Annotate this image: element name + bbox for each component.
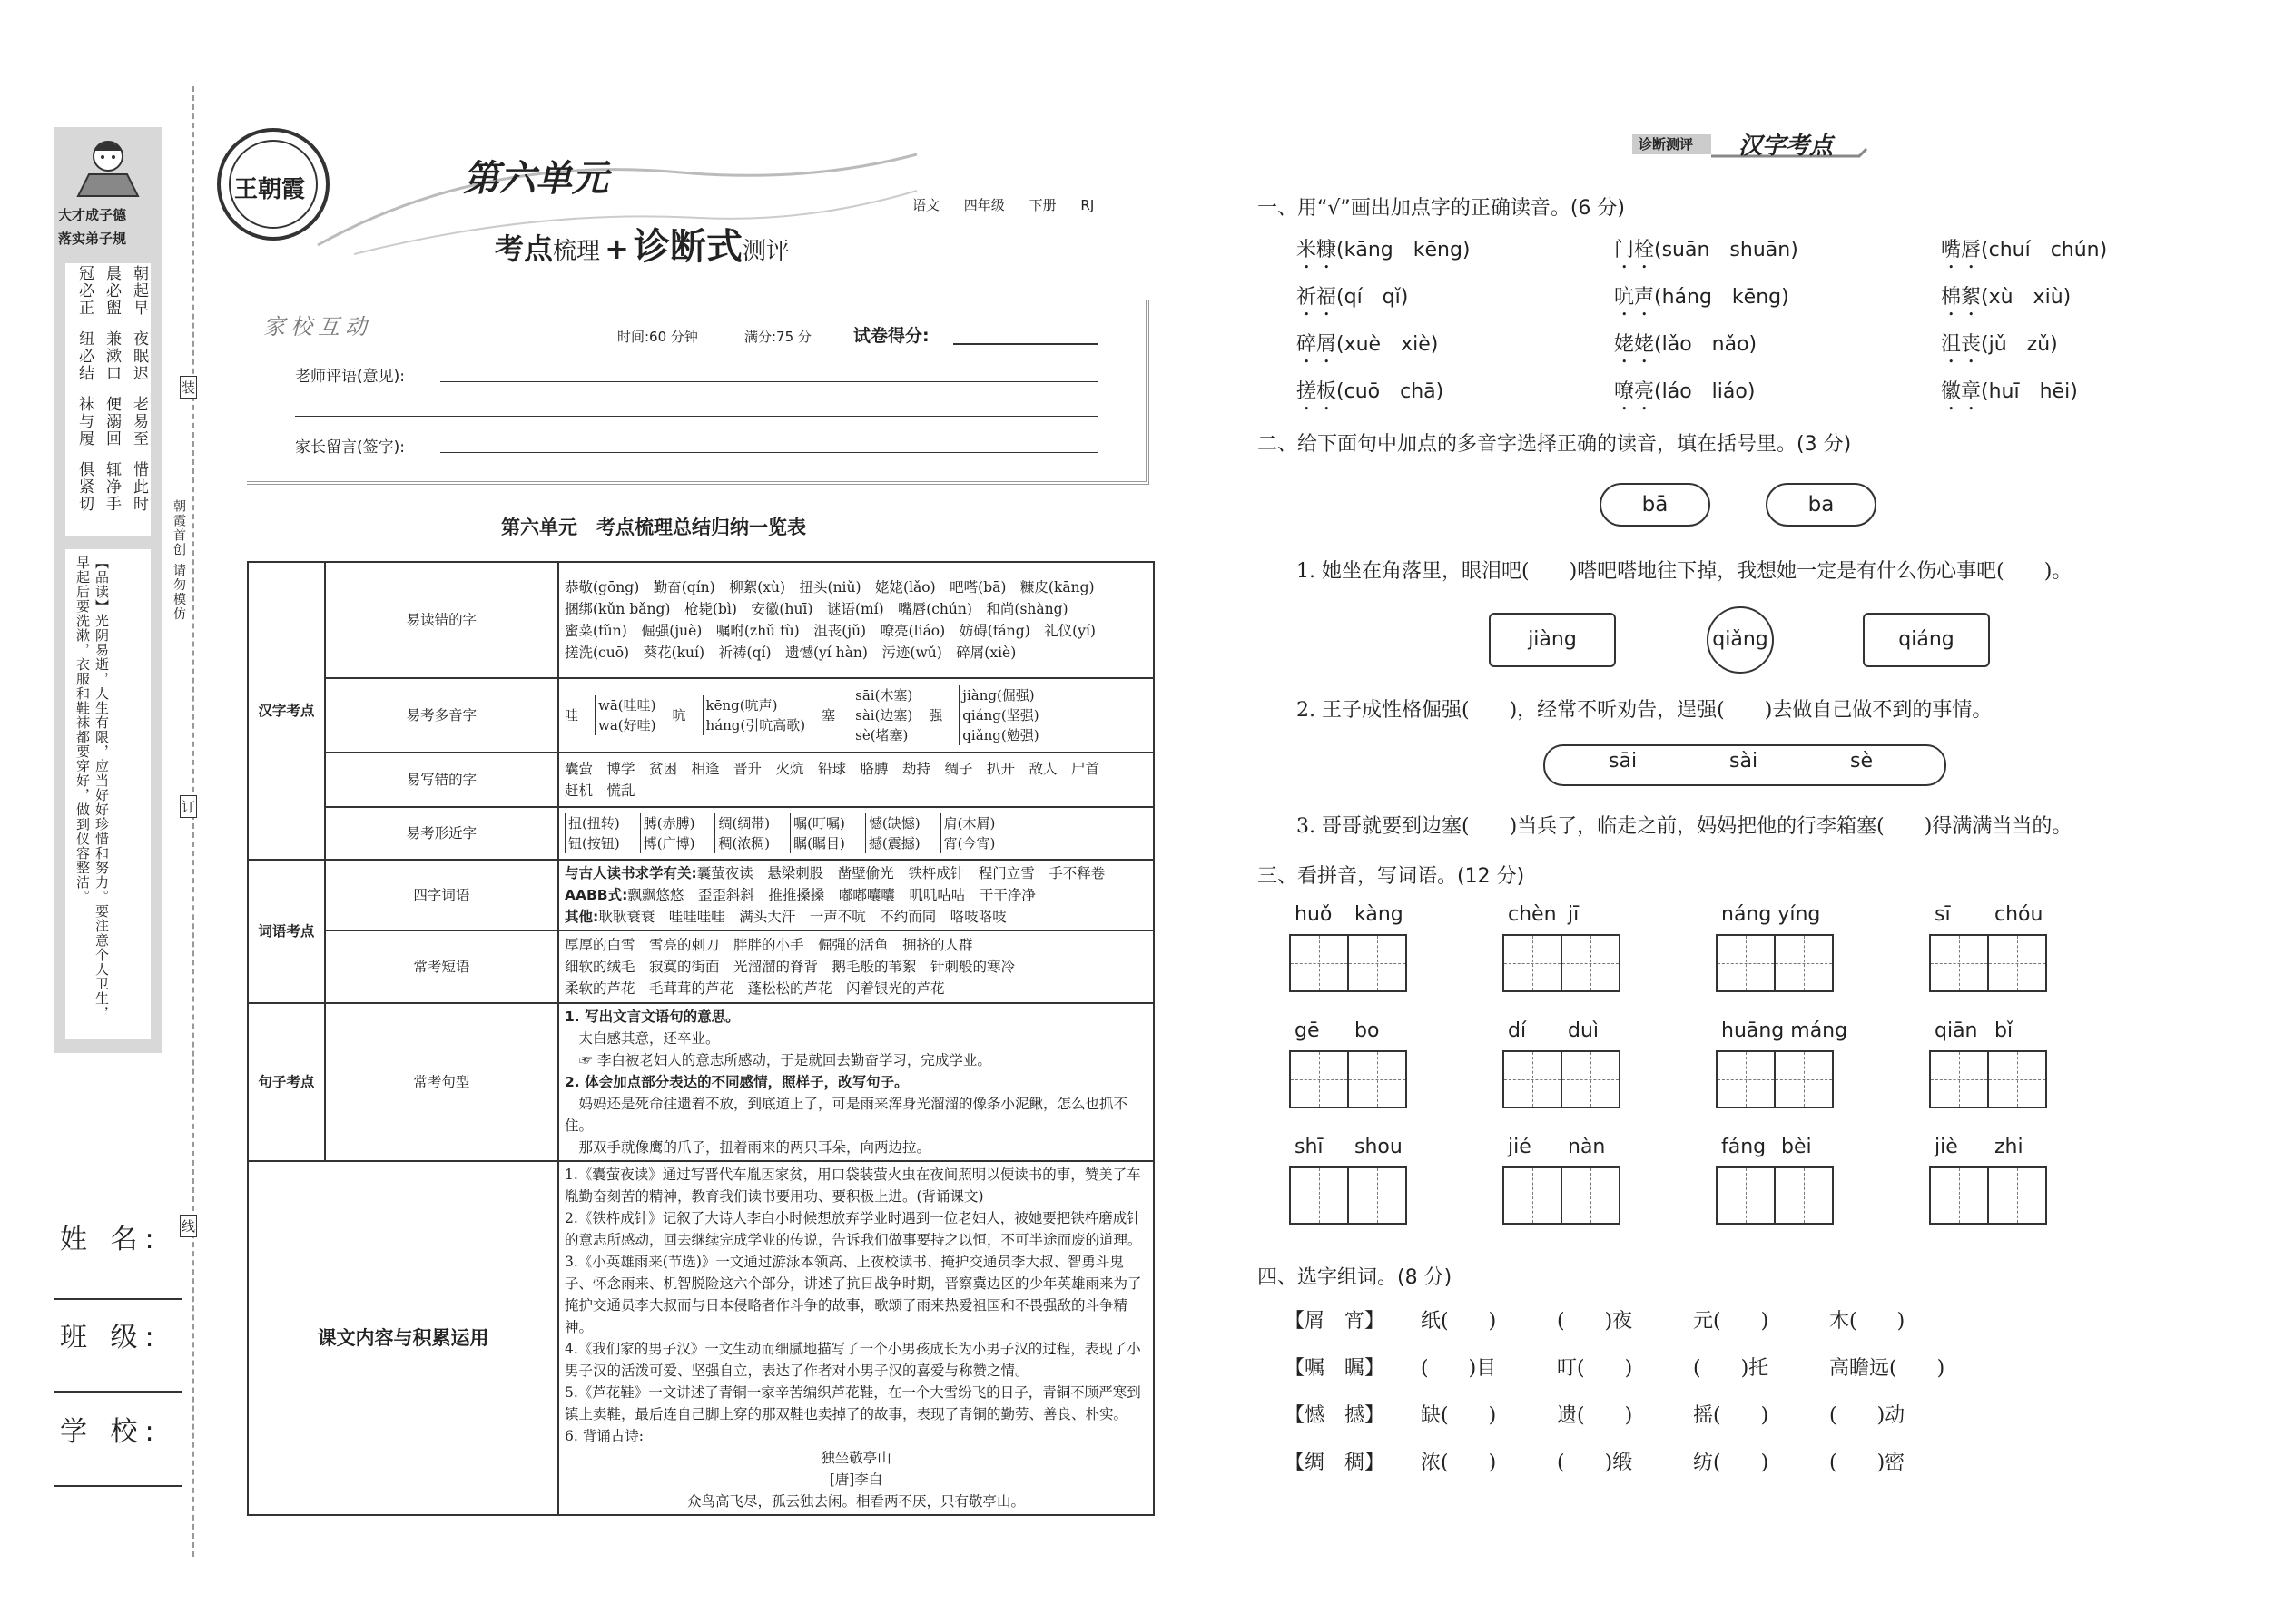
q3-pinyin: duì <box>1568 1019 1600 1042</box>
q1-word: 棉絮 <box>1941 286 1982 309</box>
q3-pinyin: náng yíng <box>1721 903 1821 926</box>
brand-logo-text: 王朝霞 <box>234 176 306 203</box>
sim-item: 肩(木屑) <box>943 815 996 832</box>
q3-pinyin: sī <box>1935 903 1951 926</box>
poly-item: wa(好哇) <box>598 717 656 733</box>
table-row <box>248 1003 1154 1161</box>
home-school-box <box>247 300 1149 485</box>
text-line: 太白感其意，还卒业。 <box>565 1030 720 1047</box>
q1-pinyin: (kāng kēng) <box>1336 239 1471 261</box>
sim-item: 瞩(瞩目) <box>793 835 845 851</box>
cat-juzi: 句子考点 <box>248 1003 325 1161</box>
text-line: ☞ 李白被老妇人的意志所感动，于是就回去勤奋学习，完成学业。 <box>565 1052 991 1068</box>
poly-item: kēng(吭声) <box>705 697 778 714</box>
subtitle-b: 梳理 <box>553 238 601 265</box>
sim-item: 稠(浓稠) <box>718 835 771 851</box>
text-line: 厚厚的白雪 雪亮的刺刀 胖胖的小手 倔强的活鱼 拥挤的人群 <box>565 937 973 953</box>
q1-pinyin: (chuí chún) <box>1981 239 2108 261</box>
q1-item[interactable] <box>1614 376 1755 415</box>
poem-col: 老易至 <box>130 396 148 448</box>
easy-write-cell <box>558 753 1154 807</box>
text-line: 2. 体会加点部分表达的不同感情，照样子，改写句子。 <box>565 1074 909 1090</box>
text-line: 捆绑(kǔn bǎng) 枪毙(bì) 安徽(huī) 谜语(mí) 嘴唇(chún) 和尚(shàng) <box>565 601 1068 617</box>
kewen-item: 6. 背诵古诗: <box>565 1428 644 1444</box>
q4-key: 【憾 撼】 <box>1285 1404 1385 1427</box>
q2-sentence-1[interactable]: 1. 她坐在角落里，眼泪吧( )嗒吧嗒地往下掉，我想她一定是有什么伤心事吧( )。 <box>1296 560 2072 583</box>
q1-item[interactable] <box>1296 234 1471 273</box>
q1-pinyin: (huī hēi) <box>1981 380 2078 403</box>
q2-title: 二、给下面句中加点的多音字选择正确的读音，填在括号里。(3 分) <box>1257 433 1852 456</box>
subtitle <box>495 218 790 270</box>
text-line: 恭敬(gōng) 勤奋(qín) 柳絮(xù) 扭头(niǔ) 姥姥(lǎo) 吧嗒(bā) 糠皮(kāng) <box>565 579 1095 595</box>
q1-word: 沮丧 <box>1941 333 1982 356</box>
parent-note-line[interactable] <box>440 452 1098 453</box>
summary-table <box>247 561 1155 1516</box>
sim-item: 膊(赤膊) <box>643 815 695 832</box>
class-label: 班 级: <box>60 1322 162 1353</box>
q1-title: 一、用“√”画出加点字的正确读音。(6 分) <box>1257 197 1625 220</box>
q4-key: 【嘱 瞩】 <box>1285 1357 1385 1380</box>
q1-item[interactable] <box>1614 329 1757 368</box>
paper-score-line[interactable] <box>953 343 1098 345</box>
q1-word: 祈福 <box>1296 286 1337 309</box>
poem-col: 兼漱口 <box>103 330 121 382</box>
line-head: 与古人读书求学有关: <box>565 865 697 881</box>
q3-pinyin: chóu <box>1994 903 2043 926</box>
q3-pinyin: shī <box>1295 1136 1324 1158</box>
kewen-item: 5.《芦花鞋》一文讲述了青铜一家辛苦编织芦花鞋，在一个大雪纷飞的日子，青铜不顾严寒到镇上卖鞋，最后连自己脚上穿的那双鞋也卖掉了的故事，表现了青铜的勤劳、善良、朴实。 <box>565 1384 1141 1422</box>
q1-pinyin: (lǎo nǎo) <box>1654 333 1757 356</box>
sim-item: 博(广博) <box>643 835 695 851</box>
text-line: 囊萤 博学 贫困 相逢 晋升 火炕 铅球 胳膊 劫持 绸子 扒开 敌人 尸首 <box>565 761 1100 777</box>
poly-char: 塞 <box>822 707 836 723</box>
poly-char: 强 <box>929 707 943 723</box>
q1-word: 搓板 <box>1296 380 1337 403</box>
writing-grid[interactable] <box>1716 1166 1834 1225</box>
text-line: 赶机 慌乱 <box>565 782 635 799</box>
poly-char: 吭 <box>672 707 686 723</box>
q1-word: 嘹亮 <box>1614 380 1655 403</box>
school-label: 学 校: <box>60 1416 162 1448</box>
q1-item[interactable] <box>1941 376 2078 415</box>
easy-read-cell <box>558 562 1154 678</box>
copyright-note: 朝霞首创 请勿模仿 <box>172 499 186 622</box>
name-line[interactable] <box>54 1296 182 1300</box>
q1-word: 碎屑 <box>1296 333 1337 356</box>
writing-grid[interactable] <box>1502 1166 1620 1225</box>
kewen-item: 3.《小英雄雨来(节选)》一文通过游泳本领高、上夜校读书、掩护交通员李大叔、智勇斗鬼子、怀念雨来、机智脱险这六个部分，讲述了抗日战争时期，晋察冀边区的少年英雄雨来为了掩护交通员李大叔而与日本侵略者作斗争的故事，歌颂了雨来热爱祖国和不畏强敌的斗争精神。 <box>565 1254 1142 1335</box>
poem-col: 晨必盥 <box>103 265 121 317</box>
sim-item: 憾(缺憾) <box>868 815 921 832</box>
pinyin-card: jiàng <box>1489 613 1616 667</box>
q3-pinyin: qiān <box>1935 1019 1978 1042</box>
q4-blank[interactable]: ( )夜 <box>1557 1310 1633 1333</box>
cat-hanzi: 汉字考点 <box>248 562 325 860</box>
poem-col: 袜与履 <box>75 396 94 448</box>
text-line: 柔软的芦花 毛茸茸的芦花 蓬松松的芦花 闪着银光的芦花 <box>565 980 945 997</box>
writing-grid[interactable] <box>1716 1050 1834 1108</box>
q1-item[interactable] <box>1614 234 1798 273</box>
q4-blank[interactable]: 纺( ) <box>1693 1452 1769 1474</box>
pinyin-card: qiáng <box>1863 613 1990 667</box>
row-label: 易读错的字 <box>325 562 558 678</box>
q2-sentence-2[interactable]: 2. 王子成性格倔强( )，经常不听劝告，逞强( )去做自己做不到的事情。 <box>1296 699 1993 722</box>
side-mark: 装 <box>180 376 197 399</box>
q4-blank[interactable]: 木( ) <box>1829 1310 1905 1333</box>
q1-pinyin: (suān shuān) <box>1654 239 1798 261</box>
q3-pinyin: chèn <box>1508 903 1557 926</box>
kewen-item: 2.《铁杵成针》记叙了大诗人李白小时候想放弃学业时遇到一位老妇人，被她要把铁杵磨成针的意志所感动，回去继续完成学业的传说，告诉我们做事要持之以恒，不可半途而废的道理。 <box>565 1210 1142 1248</box>
writing-grid[interactable] <box>1929 1166 2047 1225</box>
subtitle-c: 诊断式 <box>634 226 743 268</box>
q3-pinyin: jié <box>1508 1136 1531 1158</box>
poem-col: 纽必结 <box>75 330 94 382</box>
subtitle-a: 考点 <box>495 231 554 266</box>
q3-pinyin: jiè <box>1935 1136 1958 1158</box>
q1-item[interactable] <box>1941 329 2058 368</box>
line-head: AABB式: <box>565 887 628 903</box>
badge-big: 汉字考点 <box>1738 133 1834 160</box>
poly-item: sài(边塞) <box>855 707 913 723</box>
writing-grid[interactable] <box>1289 1050 1407 1108</box>
q3-title: 三、看拼音，写词语。(12 分) <box>1257 865 1525 888</box>
q3-pinyin: dí <box>1508 1019 1527 1042</box>
q1-word: 吭声 <box>1614 286 1655 309</box>
badge-small: 诊断测评 <box>1639 136 1694 153</box>
q4-blank[interactable]: 高瞻远( ) <box>1829 1357 1945 1380</box>
text-line: 那双手就像鹰的爪子，扭着雨来的两只耳朵，向两边拉。 <box>565 1139 931 1156</box>
teacher-comment-line[interactable] <box>440 381 1098 382</box>
score-label: 满分:75 分 <box>744 329 812 345</box>
leaf-pinyin: sāi <box>1609 750 1638 773</box>
text-line: 细软的绒毛 寂寞的街面 光溜溜的脊背 鹅毛般的苇絮 针刺般的寒冷 <box>565 959 1016 975</box>
q1-pinyin: (xù xiù) <box>1981 286 2072 309</box>
sim-item: 绸(绸带) <box>718 815 771 832</box>
line-head: 其他: <box>565 909 599 925</box>
q4-blank[interactable]: ( )密 <box>1829 1452 1905 1474</box>
q1-item[interactable] <box>1614 281 1789 320</box>
q1-pinyin: (jǔ zǔ) <box>1981 333 2058 356</box>
side-mark: 线 <box>180 1215 197 1237</box>
tag-edition: RJ <box>1080 197 1095 213</box>
q3-pinyin: gē <box>1295 1019 1320 1042</box>
text-line: 妈妈还是死命往遗着不放，到底道上了，可是雨来浑身光溜溜的像条小泥鳅，怎么也抓不住。 <box>565 1096 1128 1134</box>
row-label: 常考句型 <box>325 1003 558 1161</box>
poem-col: 惜此时 <box>130 461 148 513</box>
q4-blank[interactable]: 缺( ) <box>1421 1404 1497 1427</box>
q4-key: 【屑 宵】 <box>1285 1310 1385 1333</box>
q4-blank[interactable]: 摇( ) <box>1693 1404 1769 1427</box>
q1-pinyin: (láo liáo) <box>1654 380 1756 403</box>
q1-word: 米糠 <box>1296 239 1337 261</box>
cat-ciyu: 词语考点 <box>248 860 325 1003</box>
q1-word: 徽章 <box>1941 380 1982 403</box>
polyphone-cell <box>558 678 1154 753</box>
q4-blank[interactable]: 纸( ) <box>1421 1310 1497 1333</box>
tag-subject: 语文 <box>912 197 940 213</box>
q3-pinyin: nàn <box>1568 1136 1606 1158</box>
home-school-tag: 家校互动 <box>263 314 372 340</box>
poem-col: 辄净手 <box>103 461 121 513</box>
tag-volume: 下册 <box>1029 197 1057 213</box>
q1-word: 门栓 <box>1614 239 1655 261</box>
row-label: 常考短语 <box>325 930 558 1003</box>
q4-block <box>1285 1305 2102 1505</box>
motto-bottom: 落实弟子规 <box>58 231 127 247</box>
q4-blank[interactable]: 遗( ) <box>1557 1404 1633 1427</box>
poly-item: qiáng(坚强) <box>962 707 1039 723</box>
q2-sentence-3[interactable]: 3. 哥哥就要到边塞( )当兵了，临走之前，妈妈把他的行李箱塞( )得满满当当的。 <box>1296 815 2072 838</box>
q4-blank[interactable]: 元( ) <box>1693 1310 1769 1333</box>
q4-blank[interactable]: 叮( ) <box>1557 1357 1633 1380</box>
pinyin-cloud: ba <box>1766 483 1876 527</box>
school-line[interactable] <box>54 1483 182 1487</box>
q4-blank[interactable]: ( )动 <box>1829 1404 1905 1427</box>
pinyin-cloud: bā <box>1600 483 1710 527</box>
poly-item: sè(堵塞) <box>855 727 909 743</box>
poem-col: 俱紧切 <box>75 461 94 513</box>
q1-item[interactable] <box>1941 234 2107 273</box>
q3-pinyin: bèi <box>1781 1136 1812 1158</box>
leaf-pinyin: sài <box>1729 750 1758 773</box>
line-body: 耿耿衰衰 哇哇哇哇 满头大汗 一声不吭 不约而同 咯吱咯吱 <box>598 909 1007 925</box>
subtitle-plus: + <box>605 231 629 266</box>
poem-col: 便溺回 <box>103 396 121 448</box>
q3-pinyin: huāng máng <box>1721 1019 1848 1042</box>
kewen-item: 4.《我们家的男子汉》一文生动而细腻地描写了一个小男孩成长为小男子汉的过程，表现了小男子汉的活泼可爱、坚强自立，表达了作者对小男子汉的喜爱与称赞之情。 <box>565 1341 1141 1379</box>
four-char-cell <box>558 860 1154 930</box>
tag-grade: 四年级 <box>963 197 1005 213</box>
table-row <box>248 1161 1154 1515</box>
line-body: 囊萤夜读 悬梁刺股 凿壁偷光 铁杵成针 程门立雪 手不释卷 <box>696 865 1106 881</box>
q3-grid <box>1289 903 2088 1239</box>
time-label: 时间:60 分钟 <box>617 329 698 345</box>
kewen-cell <box>558 1161 1154 1515</box>
q4-title: 四、选字组词。(8 分) <box>1257 1266 1452 1289</box>
unit-title: 第六单元 <box>463 158 608 200</box>
grade-tags <box>912 195 1094 214</box>
q1-grid <box>1296 234 2204 416</box>
q4-blank[interactable]: ( )缎 <box>1557 1452 1633 1474</box>
q1-item[interactable] <box>1296 281 1408 320</box>
q1-word: 姥姥 <box>1614 333 1655 356</box>
poly-item: sāi(木塞) <box>855 687 913 704</box>
writing-grid[interactable] <box>1289 1166 1407 1225</box>
side-mark: 订 <box>180 795 197 818</box>
poem-title: 独坐敬亭山 <box>821 1450 891 1466</box>
line-body: 飘飘悠悠 歪歪斜斜 推推搡搡 嘟嘟囔囔 叽叽咕咕 干干净净 <box>627 887 1036 903</box>
motto-top: 大才成子德 <box>58 207 127 223</box>
phrase-cell <box>558 930 1154 1003</box>
poly-char: 哇 <box>565 707 579 723</box>
q3-pinyin: huǒ <box>1295 903 1333 926</box>
q1-word: 嘴唇 <box>1941 239 1982 261</box>
kewen-item: 1.《囊萤夜读》通过写晋代车胤因家贫，用口袋装萤火虫在夜间照明以便读书的事，赞美了车胤勤奋刻苦的精神，教育我们读书要用功、要积极上进。(背诵课文) <box>565 1166 1141 1205</box>
q1-pinyin: (háng kēng) <box>1654 286 1789 309</box>
row-label: 易考多音字 <box>325 678 558 753</box>
poem-col: 朝起早 <box>130 265 148 317</box>
binding-line <box>192 86 194 1557</box>
table-row <box>248 753 1154 807</box>
summary-title: 第六单元 考点梳理总结归纳一览表 <box>501 517 806 538</box>
sentence-cell <box>558 1003 1154 1161</box>
table-row <box>248 930 1154 1003</box>
sim-item: 撼(震撼) <box>868 835 921 851</box>
q1-item[interactable] <box>1296 376 1443 415</box>
cat-kewen: 课文内容与积累运用 <box>248 1161 558 1515</box>
sim-item: 扭(扭转) <box>568 815 620 832</box>
comment-line-2[interactable] <box>295 416 1098 417</box>
writing-grid[interactable] <box>1716 934 1834 992</box>
sim-item: 嘱(叮嘱) <box>793 815 845 832</box>
q3-pinyin: zhi <box>1994 1136 2023 1158</box>
poem-columns <box>69 265 151 528</box>
text-line: 1. 写出文言文语句的意思。 <box>565 1009 740 1025</box>
poly-item: wā(哇哇) <box>598 697 656 714</box>
q4-key: 【绸 稠】 <box>1285 1452 1385 1474</box>
poem-text: 众鸟高飞尽，孤云独去闲。相看两不厌，只有敬亭山。 <box>686 1493 1025 1510</box>
text-line: 蜜菜(fǔn) 倔强(juè) 嘱咐(zhǔ fù) 沮丧(jǔ) 嘹亮(liáo) 妨碍(fáng) 礼仪(yí) <box>565 623 1096 639</box>
q4-blank[interactable]: ( )目 <box>1421 1357 1497 1380</box>
text-line: 搓洗(cuō) 葵花(kuí) 祈祷(qí) 遗憾(yí hàn) 污迹(wǔ) 碎屑(xiè) <box>565 645 1017 661</box>
similar-cell <box>558 807 1154 860</box>
q3-pinyin: shou <box>1354 1136 1403 1158</box>
pindu-text: 【品读】光阴易逝，人生有限，应当好好珍惜和努力。要注意个人卫生，早起后要洗漱，衣服和鞋袜都要穿好，做到仪容整洁。 <box>74 556 110 1020</box>
table-row <box>248 678 1154 753</box>
class-line[interactable] <box>54 1389 182 1393</box>
name-label: 姓 名: <box>60 1224 162 1255</box>
poem-col: 冠必正 <box>75 265 94 317</box>
q3-pinyin: jī <box>1568 903 1580 926</box>
table-row <box>248 860 1154 930</box>
q1-item[interactable] <box>1296 329 1438 368</box>
q1-pinyin: (xuè xiè) <box>1336 333 1439 356</box>
poly-item: jiàng(倔强) <box>962 687 1035 704</box>
q4-blank[interactable]: ( )托 <box>1693 1357 1769 1380</box>
pinyin-circle: qiǎng <box>1707 606 1774 674</box>
table-row <box>248 562 1154 678</box>
sim-item: 宵(今宵) <box>943 835 996 851</box>
writing-grid[interactable] <box>1929 1050 2047 1108</box>
q4-blank[interactable]: 浓( ) <box>1421 1452 1497 1474</box>
writing-grid[interactable] <box>1502 934 1620 992</box>
q1-item[interactable] <box>1941 281 2071 320</box>
sim-item: 钮(按钮) <box>568 835 620 851</box>
q1-pinyin: (qí qǐ) <box>1336 286 1409 309</box>
mascot-avatar <box>71 134 145 198</box>
paper-score-label: 试卷得分: <box>853 326 930 346</box>
q3-pinyin: bo <box>1354 1019 1380 1042</box>
poly-item: qiǎng(勉强) <box>962 727 1039 743</box>
row-label: 四字词语 <box>325 860 558 930</box>
row-label: 易写错的字 <box>325 753 558 807</box>
writing-grid[interactable] <box>1929 934 2047 992</box>
table-row <box>248 807 1154 860</box>
q3-pinyin: bǐ <box>1994 1019 2013 1042</box>
q3-pinyin: kàng <box>1354 903 1403 926</box>
poly-item: háng(引吭高歌) <box>705 717 806 733</box>
subtitle-d: 测评 <box>743 238 791 265</box>
leaf-pinyin: sè <box>1850 750 1873 773</box>
q1-pinyin: (cuō chā) <box>1336 380 1444 403</box>
writing-grid[interactable] <box>1289 934 1407 992</box>
q3-pinyin: fáng <box>1721 1136 1767 1158</box>
teacher-comment-label: 老师评语(意见): <box>295 368 405 386</box>
writing-grid[interactable] <box>1502 1050 1620 1108</box>
poem-author: [唐]李白 <box>829 1471 883 1488</box>
poem-col: 夜眠迟 <box>130 330 148 382</box>
parent-note-label: 家长留言(签字): <box>295 438 405 457</box>
row-label: 易考形近字 <box>325 807 558 860</box>
